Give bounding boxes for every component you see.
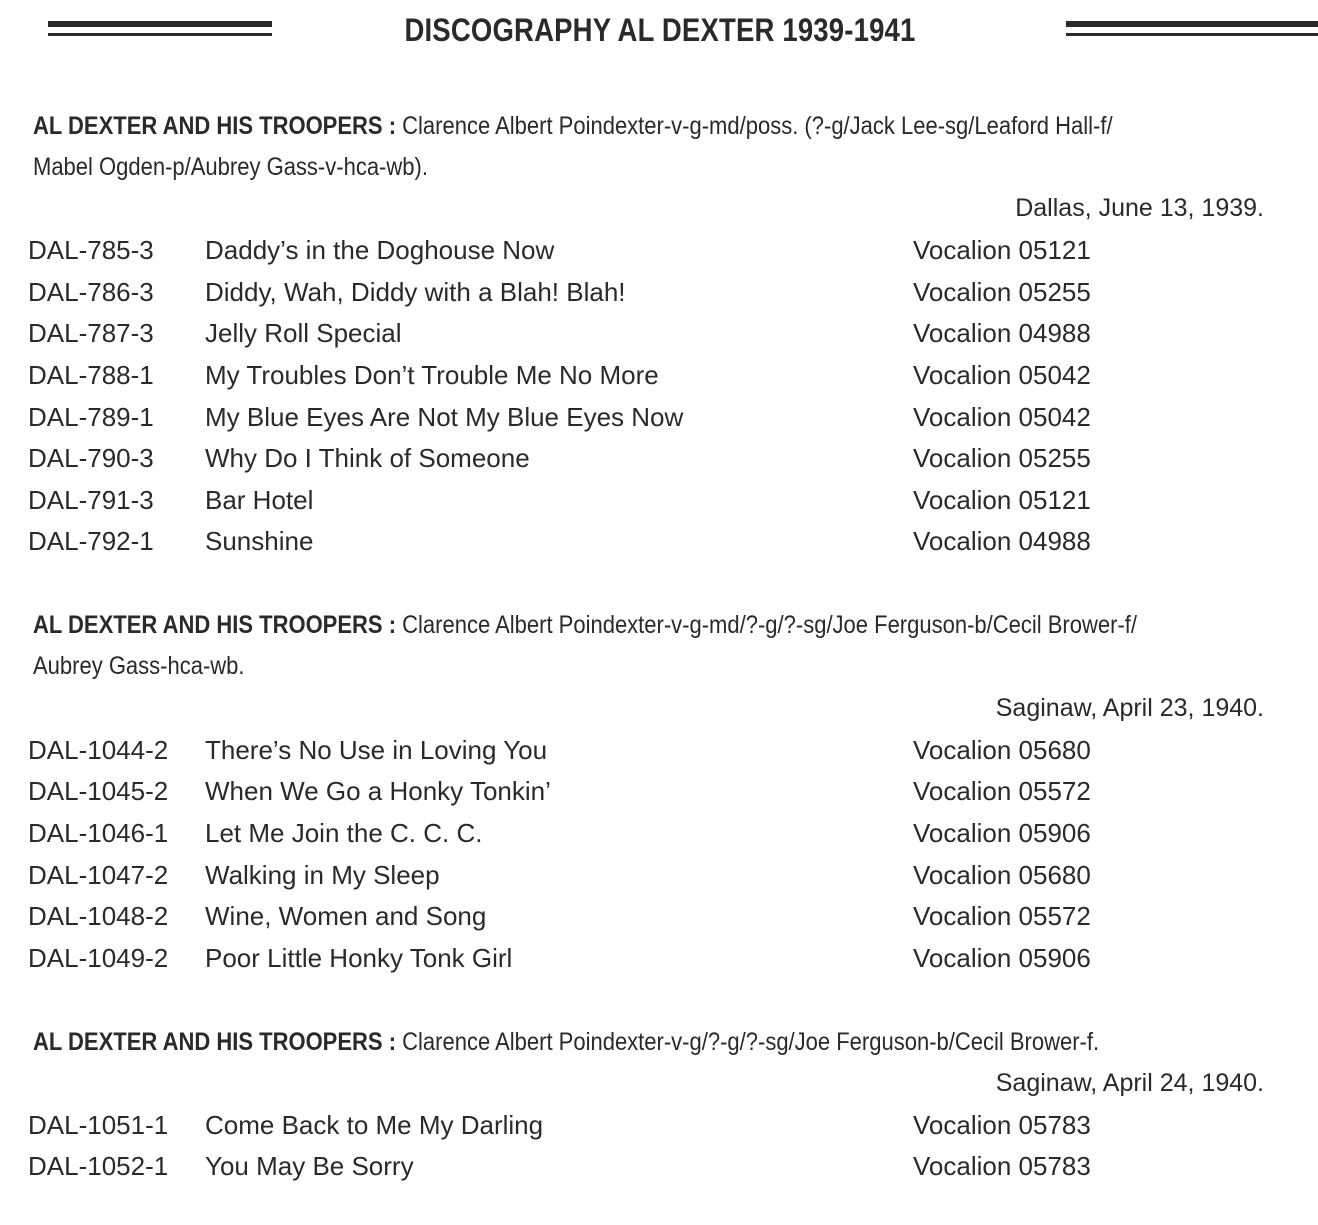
issue-number: Vocalion 05121: [913, 235, 1091, 265]
track-row: [0, 272, 1318, 313]
track-row: [0, 855, 1318, 896]
personnel-line-1: Clarence Albert Poindexter-v-g-md/poss. (?-g/Jack Lee-sg/Leaford Hall-f/: [402, 112, 1113, 140]
song-title: My Blue Eyes Are Not My Blue Eyes Now: [205, 402, 684, 432]
matrix-number: DAL-1049-2: [28, 943, 169, 973]
issue-number: Vocalion 05042: [913, 360, 1091, 390]
song-title: Let Me Join the C. C. C.: [205, 818, 483, 848]
matrix-number: DAL-792-1: [28, 526, 154, 556]
track-row: [0, 938, 1318, 979]
issue-number: Vocalion 04988: [913, 526, 1091, 556]
session-lineup: [33, 106, 1291, 188]
track-row: [0, 397, 1318, 438]
song-title: You May Be Sorry: [205, 1151, 414, 1181]
issue-number: Vocalion 05042: [913, 402, 1091, 432]
session-lineup: [33, 1022, 1291, 1063]
issue-number: Vocalion 05783: [913, 1151, 1091, 1181]
matrix-number: DAL-1051-1: [28, 1110, 169, 1140]
track-row: [0, 480, 1318, 521]
song-title: Jelly Roll Special: [205, 318, 402, 348]
personnel-line-2: Aubrey Gass-hca-wb.: [33, 652, 245, 680]
issue-number: Vocalion 05680: [913, 735, 1091, 765]
matrix-number: DAL-1045-2: [28, 776, 169, 806]
track-row: [0, 730, 1318, 771]
separator: :: [382, 1028, 403, 1056]
issue-number: Vocalion 05255: [913, 277, 1091, 307]
band-name: AL DEXTER AND HIS TROOPERS: [33, 1028, 383, 1056]
issue-number: Vocalion 05906: [913, 943, 1091, 973]
track-row: [0, 771, 1318, 812]
matrix-number: DAL-1047-2: [28, 860, 169, 890]
matrix-number: DAL-1048-2: [28, 901, 169, 931]
place-date: Dallas, June 13, 1939.: [1015, 194, 1264, 222]
issue-number: Vocalion 05121: [913, 485, 1091, 515]
track-row: [0, 896, 1318, 937]
matrix-number: DAL-1044-2: [28, 735, 169, 765]
issue-number: Vocalion 04988: [913, 318, 1091, 348]
issue-number: Vocalion 05572: [913, 901, 1091, 931]
issue-number: Vocalion 05572: [913, 776, 1091, 806]
track-row: [0, 313, 1318, 354]
band-name: AL DEXTER AND HIS TROOPERS: [33, 611, 383, 639]
issue-number: Vocalion 05255: [913, 443, 1091, 473]
session-lineup: [33, 605, 1291, 687]
place-date: Saginaw, April 23, 1940.: [995, 694, 1264, 722]
track-row: [0, 1105, 1318, 1146]
matrix-number: DAL-788-1: [28, 360, 154, 390]
issue-number: Vocalion 05783: [913, 1110, 1091, 1140]
matrix-number: DAL-791-3: [28, 485, 154, 515]
song-title: There’s No Use in Loving You: [205, 735, 548, 765]
matrix-number: DAL-787-3: [28, 318, 154, 348]
song-title: Sunshine: [205, 526, 314, 556]
song-title: When We Go a Honky Tonkin’: [205, 776, 551, 806]
song-title: Walking in My Sleep: [205, 860, 440, 890]
track-row: [0, 438, 1318, 479]
matrix-number: DAL-790-3: [28, 443, 154, 473]
matrix-number: DAL-1052-1: [28, 1151, 169, 1181]
personnel-line-2: Mabel Ogden-p/Aubrey Gass-v-hca-wb).: [33, 153, 428, 181]
personnel-line-1: Clarence Albert Poindexter-v-g/?-g/?-sg/Joe Ferguson-b/Cecil Brower-f.: [402, 1028, 1100, 1056]
place-date: Saginaw, April 24, 1940.: [995, 1069, 1264, 1097]
song-title: Poor Little Honky Tonk Girl: [205, 943, 513, 973]
matrix-number: DAL-785-3: [28, 235, 154, 265]
track-row: [0, 521, 1318, 562]
song-title: Bar Hotel: [205, 485, 314, 515]
page-header: [0, 0, 1318, 70]
track-row: [0, 230, 1318, 271]
separator: :: [382, 112, 403, 140]
issue-number: Vocalion 05906: [913, 818, 1091, 848]
matrix-number: DAL-1046-1: [28, 818, 169, 848]
track-row: [0, 813, 1318, 854]
matrix-number: DAL-786-3: [28, 277, 154, 307]
song-title: Why Do I Think of Someone: [205, 443, 530, 473]
issue-number: Vocalion 05680: [913, 860, 1091, 890]
song-title: My Troubles Don’t Trouble Me No More: [205, 360, 659, 390]
track-row: [0, 355, 1318, 396]
personnel-line-1: Clarence Albert Poindexter-v-g-md/?-g/?-sg/Joe Ferguson-b/Cecil Brower-f/: [402, 611, 1138, 639]
page-title: DISCOGRAPHY AL DEXTER 1939-1941: [404, 12, 916, 48]
song-title: Wine, Women and Song: [205, 901, 487, 931]
song-title: Daddy’s in the Doghouse Now: [205, 235, 555, 265]
decorative-rule-right: [1066, 21, 1318, 37]
separator: :: [382, 611, 403, 639]
song-title: Diddy, Wah, Diddy with a Blah! Blah!: [205, 277, 626, 307]
band-name: AL DEXTER AND HIS TROOPERS: [33, 112, 383, 140]
song-title: Come Back to Me My Darling: [205, 1110, 544, 1140]
matrix-number: DAL-789-1: [28, 402, 154, 432]
track-row: [0, 1146, 1318, 1187]
